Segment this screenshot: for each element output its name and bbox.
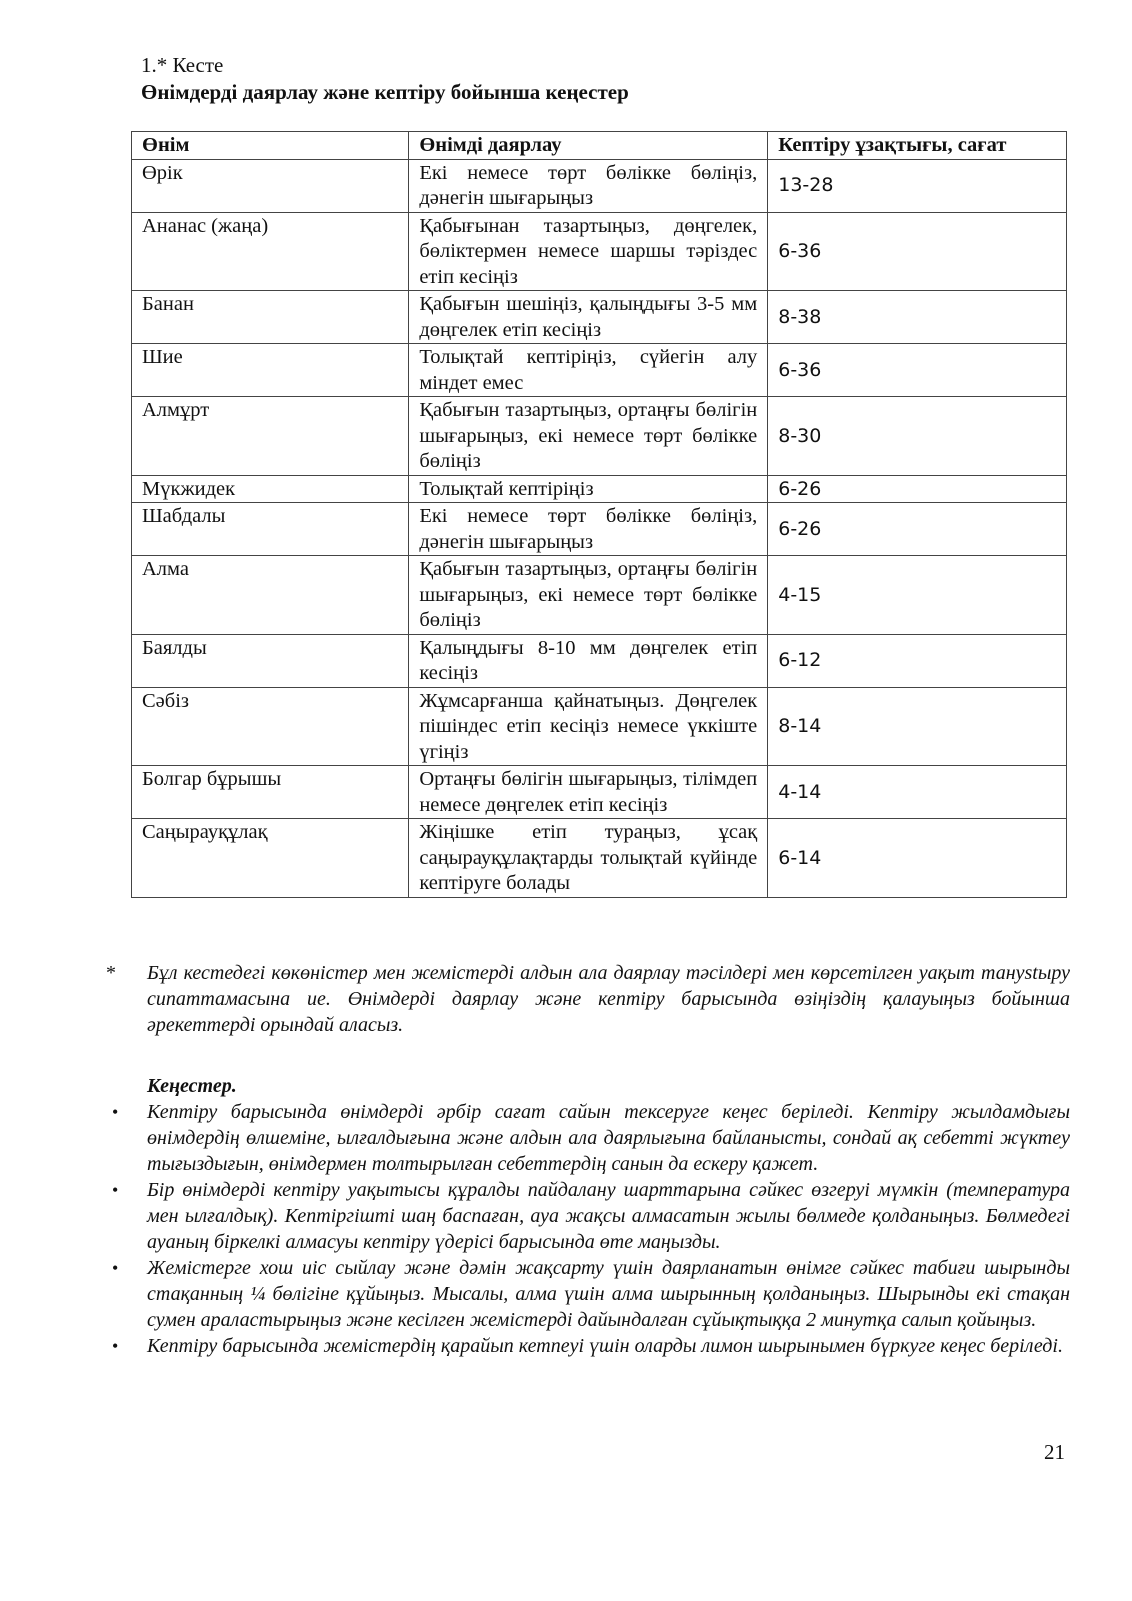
table-row xyxy=(132,556,1067,635)
tip-text: Кептіру барысында өнімдерді әрбір сағат сайын тексеруге кеңес беріледі. Кептіру жылдамдығы өнімдердің өлшеміне, ылғалдығына және алдын ала даярлығына байланысты, сондай ақ себетті жүктеу тығыздығын, өнімдермен толтырылған себеттердің санын да ескеру қажет. xyxy=(147,1101,1070,1175)
cell-duration: 6-36 xyxy=(768,212,1067,291)
cell-preparation: Қалыңдығы 8-10 мм дөңгелек етіп кесіңіз xyxy=(409,634,768,687)
footnote-text: Бұл кестедегі көкөністер мен жемістерді алдын ала даярлау тәсілдері мен көрсетілген уақыт танystыру сипаттамасына ие. Өнімдерді даярлау және кептіру барысында өзіңіздің қалауыңыз бойынша әрекеттерді орындай аласыз. xyxy=(147,962,1070,1036)
cell-product: Шабдалы xyxy=(132,503,409,556)
cell-preparation: Ортаңғы бөлігін шығарыңыз, тілімдеп немесе дөңгелек етіп кесіңіз xyxy=(409,766,768,819)
tip-item xyxy=(106,1333,1070,1359)
cell-product: Ананас (жаңа) xyxy=(132,212,409,291)
cell-product: Алма xyxy=(132,556,409,635)
cell-duration: 8-38 xyxy=(768,291,1067,344)
cell-product: Мүкжидек xyxy=(132,475,409,503)
cell-product: Шие xyxy=(132,344,409,397)
cell-duration: 6-26 xyxy=(768,503,1067,556)
table-row xyxy=(132,819,1067,898)
table-caption xyxy=(141,52,629,106)
bullet-icon: • xyxy=(112,1258,119,1278)
cell-product: Алмұрт xyxy=(132,397,409,476)
footnote xyxy=(106,960,1070,1038)
cell-duration: 4-14 xyxy=(768,766,1067,819)
cell-preparation: Қабығын шешіңіз, қалыңдығы 3-5 мм дөңгелек етіп кесіңіз xyxy=(409,291,768,344)
cell-preparation: Екі немесе төрт бөлікке бөліңіз, дәнегін шығарыңыз xyxy=(409,503,768,556)
table-row xyxy=(132,503,1067,556)
table-label: 1.* Кесте xyxy=(141,53,224,77)
cell-duration: 8-30 xyxy=(768,397,1067,476)
tip-item xyxy=(106,1177,1070,1255)
bullet-icon: • xyxy=(112,1102,119,1122)
cell-product: Сәбіз xyxy=(132,687,409,766)
table-row xyxy=(132,291,1067,344)
cell-duration: 6-12 xyxy=(768,634,1067,687)
tips-list xyxy=(106,1099,1070,1359)
table-row xyxy=(132,212,1067,291)
footnote-mark: * xyxy=(106,962,116,984)
header-preparation: Өнімді даярлау xyxy=(409,132,768,160)
table-body xyxy=(132,159,1067,897)
cell-duration: 6-14 xyxy=(768,819,1067,898)
table-header-row xyxy=(132,132,1067,160)
tip-text: Бір өнімдерді кептіру уақытысы құралды пайдалану шарттарына сәйкес өзгеруі мүмкін (температура мен ылғалдық). Кептіргішті шаң баспаған, ауа жақсы алмасатын жылы бөлмеде қолданыңыз. Бөлмедегі ауаның біркелкі алмасуы кептіру үдерісі барысында өте маңызды. xyxy=(147,1179,1070,1253)
tips-section xyxy=(106,1073,1070,1359)
header-duration: Кептіру ұзақтығы, сағат xyxy=(768,132,1067,160)
cell-preparation: Толықтай кептіріңіз, сүйегін алу міндет емес xyxy=(409,344,768,397)
table-row xyxy=(132,634,1067,687)
table-row xyxy=(132,475,1067,503)
bullet-icon: • xyxy=(112,1336,119,1356)
tip-item xyxy=(106,1255,1070,1333)
table-row xyxy=(132,344,1067,397)
cell-preparation: Жіңішке етіп тураңыз, ұсақ саңырауқұлақтарды толықтай күйінде кептіруге болады xyxy=(409,819,768,898)
tip-text: Жемістерге хош иіс сыйлау және дәмін жақсарту үшін даярланатын өнімге сәйкес табиғи шырынды стақанның ¼ бөлігіне құйыңыз. Мысалы, алма үшін алма шырынның қолданыңыз. Шырынды екі стақан сумен араластырыңыз және кесілген жемістерді дайындалған сұйықтыққа 2 минутқа салып қойыңыз. xyxy=(147,1257,1070,1331)
table-row xyxy=(132,159,1067,212)
cell-duration: 6-36 xyxy=(768,344,1067,397)
tip-text: Кептіру барысында жемістердің қарайып кетпеуі үшін оларды лимон шырынымен бүркуге кеңес беріледі. xyxy=(147,1335,1063,1357)
table-row xyxy=(132,687,1067,766)
cell-duration: 6-26 xyxy=(768,475,1067,503)
cell-preparation: Қабығынан тазартыңыз, дөңгелек, бөліктермен немесе шаршы тәріздес етіп кесіңіз xyxy=(409,212,768,291)
cell-duration: 13-28 xyxy=(768,159,1067,212)
cell-duration: 8-14 xyxy=(768,687,1067,766)
cell-product: Саңырауқұлақ xyxy=(132,819,409,898)
drying-table xyxy=(131,131,1067,898)
bullet-icon: • xyxy=(112,1180,119,1200)
table-row xyxy=(132,766,1067,819)
table-row xyxy=(132,397,1067,476)
cell-preparation: Қабығын тазартыңыз, ортаңғы бөлігін шығарыңыз, екі немесе төрт бөлікке бөліңіз xyxy=(409,556,768,635)
table-title: Өнімдерді даярлау және кептіру бойынша кеңестер xyxy=(141,80,629,104)
cell-product: Баялды xyxy=(132,634,409,687)
cell-preparation: Екі немесе төрт бөлікке бөліңіз, дәнегін шығарыңыз xyxy=(409,159,768,212)
cell-product: Банан xyxy=(132,291,409,344)
cell-preparation: Толықтай кептіріңіз xyxy=(409,475,768,503)
cell-product: Өрік xyxy=(132,159,409,212)
tips-heading: Кеңестер. xyxy=(147,1075,237,1097)
header-product: Өнім xyxy=(132,132,409,160)
page-number: 21 xyxy=(1044,1440,1065,1464)
cell-product: Болгар бұрышы xyxy=(132,766,409,819)
cell-preparation: Қабығын тазартыңыз, ортаңғы бөлігін шығарыңыз, екі немесе төрт бөлікке бөліңіз xyxy=(409,397,768,476)
cell-preparation: Жұмсарғанша қайнатыңыз. Дөңгелек пішіндес етіп кесіңіз немесе үккіште үгіңіз xyxy=(409,687,768,766)
tip-item xyxy=(106,1099,1070,1177)
cell-duration: 4-15 xyxy=(768,556,1067,635)
